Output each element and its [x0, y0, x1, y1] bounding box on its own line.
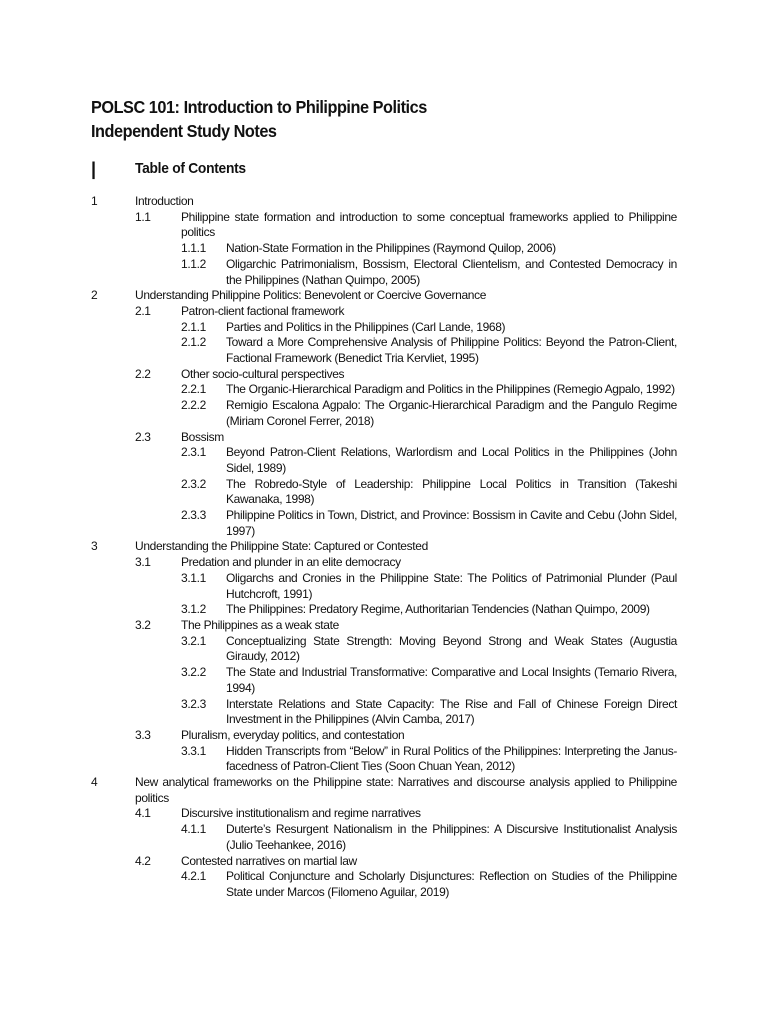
- toc-entry: [0, 257, 768, 288]
- toc-entry-number: 1.1.2: [181, 256, 206, 271]
- toc-entry-number: 2.1.1: [181, 319, 206, 334]
- toc-entry-number: 3.3.1: [181, 743, 206, 758]
- toc-entry: [0, 539, 768, 555]
- toc-entry-number: 4.2: [135, 853, 151, 868]
- toc-entry: [0, 304, 768, 320]
- toc-entry-number: 3.2.1: [181, 633, 206, 648]
- toc-entry-number: 4.1.1: [181, 822, 206, 837]
- toc-entry-number: 2: [91, 288, 98, 303]
- toc-entry-title: Discursive institutionalism and regime narratives: [181, 806, 421, 821]
- toc-entry: [0, 744, 768, 775]
- toc-entry-number: 3.1.2: [181, 602, 206, 617]
- toc-entry: [0, 728, 768, 744]
- toc-entry-title: Predation and plunder in an elite democracy: [181, 555, 401, 570]
- toc-entry-number: 2.2.1: [181, 382, 206, 397]
- document-title: [91, 95, 427, 143]
- toc-entry-number: 3.1: [135, 555, 151, 570]
- table-of-contents: [0, 194, 768, 901]
- toc-entry: [0, 508, 768, 539]
- toc-entry: [0, 634, 768, 665]
- toc-entry-title: Bossism: [181, 429, 224, 444]
- toc-entry-title: Oligarchs and Cronies in the Philippine State: The Politics of Patrimonial Plunder (Paul Hutchcroft, 1991): [226, 570, 677, 601]
- toc-entry-title: New analytical frameworks on the Philippine state: Narratives and discourse analysis applied to Philippine politics: [135, 775, 677, 805]
- toc-entry: [0, 194, 768, 210]
- toc-entry: [0, 445, 768, 476]
- toc-entry-title: Philippine Politics in Town, District, and Province: Bossism in Cavite and Cebu (John Sidel, 1997): [226, 508, 677, 538]
- toc-entry-number: 3.2.2: [181, 665, 206, 680]
- toc-entry-title: Toward a More Comprehensive Analysis of Philippine Politics: Beyond the Patron-Client, Factional Framework (Benedict Tria Kervliet, 1995): [226, 335, 677, 366]
- toc-entry-number: 2.3: [135, 429, 151, 444]
- toc-entry-title: The Robredo-Style of Leadership: Philippine Local Politics in Transition (Takeshi Kawanaka, 1998): [226, 476, 677, 507]
- toc-marker: |: [91, 159, 97, 179]
- toc-entry: [0, 430, 768, 446]
- toc-entry-title: Pluralism, everyday politics, and contestation: [181, 727, 405, 742]
- toc-entry: [0, 555, 768, 571]
- toc-entry: [0, 320, 768, 336]
- toc-entry-title: Political Conjuncture and Scholarly Disjunctures: Reflection on Studies of the Philippine State under Marcos (Filomeno Aguilar, 2019): [226, 869, 677, 899]
- toc-entry-title: Parties and Politics in the Philippines (Carl Lande, 1968): [226, 319, 506, 334]
- toc-entry: [0, 697, 768, 728]
- toc-entry: [0, 806, 768, 822]
- toc-entry-title: Philippine state formation and introduction to some conceptual frameworks applied to Philippine politics: [181, 209, 677, 240]
- toc-entry: [0, 618, 768, 634]
- toc-entry-number: 2.3.1: [181, 445, 206, 460]
- toc-entry: [0, 241, 768, 257]
- toc-entry-number: 3.2: [135, 617, 151, 632]
- toc-entry-title: Conceptualizing State Strength: Moving Beyond Strong and Weak States (Augustia Giraudy, 2012): [226, 633, 677, 664]
- toc-entry-title: Introduction: [135, 194, 194, 208]
- toc-entry-number: 2.2: [135, 366, 151, 381]
- toc-entry: [0, 775, 768, 806]
- toc-entry-number: 4.1: [135, 806, 151, 821]
- toc-entry-number: 1.1.1: [181, 241, 206, 256]
- toc-entry-number: 3: [91, 539, 98, 554]
- toc-entry-number: 3.1.1: [181, 570, 206, 585]
- toc-entry-title: Remigio Escalona Agpalo: The Organic-Hierarchical Paradigm and the Pangulo Regime (Miriam Coronel Ferrer, 2018): [226, 398, 677, 428]
- toc-entry: [0, 822, 768, 853]
- toc-entry: [0, 571, 768, 602]
- toc-entry-title: The Philippines as a weak state: [181, 617, 339, 632]
- toc-entry-title: Duterte’s Resurgent Nationalism in the Philippines: A Discursive Institutionalist Analysis (Julio Teehankee, 2016): [226, 822, 677, 852]
- toc-entry-number: 2.3.2: [181, 476, 206, 491]
- toc-entry-number: 4.2.1: [181, 869, 206, 884]
- toc-entry: [0, 398, 768, 429]
- toc-entry-title: Oligarchic Patrimonialism, Bossism, Electoral Clientelism, and Contested Democracy in the Philippines (Nathan Quimpo, 2005): [226, 256, 677, 287]
- toc-entry-number: 2.2.2: [181, 398, 206, 413]
- toc-entry: [0, 869, 768, 900]
- toc-entry-title: Nation-State Formation in the Philippines (Raymond Quilop, 2006): [226, 241, 556, 256]
- toc-entry-title: The Organic-Hierarchical Paradigm and Politics in the Philippines (Remegio Agpalo, 1992): [226, 382, 675, 397]
- toc-entry: [0, 335, 768, 366]
- toc-entry: [0, 665, 768, 696]
- toc-entry-number: 2.1: [135, 303, 151, 318]
- toc-entry-title: Interstate Relations and State Capacity: The Rise and Fall of Chinese Foreign Direct Investment in the Philippines (Alvin Camba, 2017): [226, 696, 677, 727]
- toc-entry-number: 2.3.3: [181, 508, 206, 523]
- toc-entry-number: 4: [91, 775, 98, 790]
- toc-heading: Table of Contents: [135, 160, 246, 177]
- toc-entry: [0, 602, 768, 618]
- toc-entry-number: 2.1.2: [181, 335, 206, 350]
- toc-entry-title: Other socio-cultural perspectives: [181, 366, 345, 381]
- toc-entry-title: Understanding the Philippine State: Captured or Contested: [135, 539, 428, 554]
- title-line-2: Independent Study Notes: [91, 121, 277, 141]
- toc-entry-title: Hidden Transcripts from “Below” in Rural Politics of the Philippines: Interpreting the Janus-facedness of Patron-Client Ties (Soon Chuan Yean, 2012): [226, 743, 677, 774]
- toc-entry-number: 1.1: [135, 209, 151, 224]
- toc-entry-title: Beyond Patron-Client Relations, Warlordism and Local Politics in the Philippines (John Sidel, 1989): [226, 445, 677, 475]
- toc-entry-title: The State and Industrial Transformative: Comparative and Local Insights (Temario Rivera, 1994): [226, 665, 677, 695]
- toc-entry-title: The Philippines: Predatory Regime, Authoritarian Tendencies (Nathan Quimpo, 2009): [226, 602, 650, 617]
- title-line-1: POLSC 101: Introduction to Philippine Politics: [91, 97, 427, 117]
- toc-entry-title: Contested narratives on martial law: [181, 853, 357, 868]
- toc-entry: [0, 367, 768, 383]
- toc-entry-number: 3.2.3: [181, 696, 206, 711]
- toc-entry-title: Understanding Philippine Politics: Benevolent or Coercive Governance: [135, 288, 487, 303]
- toc-entry-title: Patron-client factional framework: [181, 303, 345, 318]
- toc-entry-number: 3.3: [135, 727, 151, 742]
- toc-entry: [0, 288, 768, 304]
- toc-entry-number: 1: [91, 194, 98, 208]
- toc-entry: [0, 382, 768, 398]
- toc-entry: [0, 210, 768, 241]
- toc-entry: [0, 477, 768, 508]
- toc-entry: [0, 854, 768, 870]
